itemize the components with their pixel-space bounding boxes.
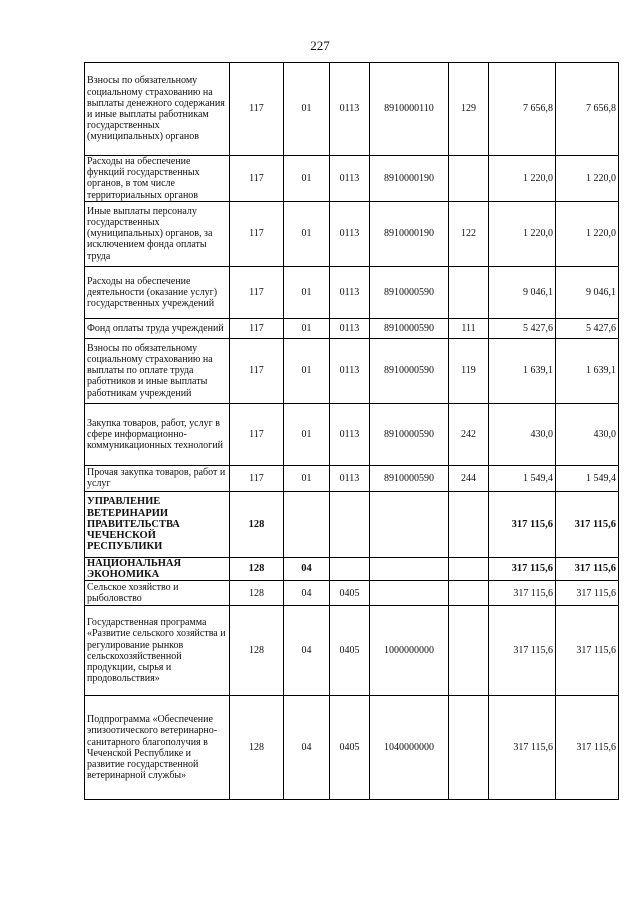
- row-name: Взносы по обязательному социальному страхованию на выплаты денежного содержания и иные выплаты работникам государственных (муниципальных) органов: [85, 63, 230, 156]
- cell-rz: 01: [284, 156, 330, 202]
- cell-ved: 117: [230, 63, 284, 156]
- cell-vr: 129: [449, 63, 489, 156]
- cell-pr: 0113: [330, 318, 370, 338]
- cell-sum-2: 317 115,6: [556, 491, 619, 557]
- cell-csr: 8910000590: [370, 338, 449, 403]
- cell-sum-2: 9 046,1: [556, 266, 619, 318]
- row-name: Закупка товаров, работ, услуг в сфере информационно-коммуникационных технологий: [85, 403, 230, 465]
- page-number: 227: [310, 38, 330, 53]
- row-name: Расходы на обеспечение функций государственных органов, в том числе территориальных органов: [85, 156, 230, 202]
- cell-sum-2: 5 427,6: [556, 318, 619, 338]
- table-row: [85, 491, 619, 557]
- cell-rz: 04: [284, 557, 330, 580]
- cell-sum-2: 1 220,0: [556, 156, 619, 202]
- cell-rz: 04: [284, 606, 330, 696]
- table-row: [85, 318, 619, 338]
- cell-sum-1: 317 115,6: [489, 606, 556, 696]
- cell-pr: 0405: [330, 696, 370, 800]
- cell-pr: [330, 557, 370, 580]
- cell-sum-2: 7 656,8: [556, 63, 619, 156]
- cell-ved: 128: [230, 581, 284, 606]
- cell-sum-1: 317 115,6: [489, 491, 556, 557]
- row-name: Прочая закупка товаров, работ и услуг: [85, 465, 230, 491]
- table-row: [85, 63, 619, 156]
- cell-vr: [449, 491, 489, 557]
- cell-ved: 128: [230, 606, 284, 696]
- cell-ved: 117: [230, 266, 284, 318]
- cell-vr: 242: [449, 403, 489, 465]
- cell-vr: 111: [449, 318, 489, 338]
- cell-sum-1: 317 115,6: [489, 557, 556, 580]
- cell-csr: 8910000190: [370, 156, 449, 202]
- cell-sum-2: 317 115,6: [556, 696, 619, 800]
- cell-vr: 244: [449, 465, 489, 491]
- cell-ved: 117: [230, 403, 284, 465]
- cell-sum-1: 430,0: [489, 403, 556, 465]
- cell-csr: 1000000000: [370, 606, 449, 696]
- cell-sum-1: 1 220,0: [489, 156, 556, 202]
- cell-csr: 8910000190: [370, 201, 449, 266]
- table-row: [85, 606, 619, 696]
- cell-ved: 128: [230, 557, 284, 580]
- cell-pr: 0405: [330, 606, 370, 696]
- table-row: [85, 557, 619, 580]
- cell-csr: 8910000590: [370, 465, 449, 491]
- cell-ved: 128: [230, 696, 284, 800]
- cell-csr: 1040000000: [370, 696, 449, 800]
- table-row: [85, 266, 619, 318]
- row-name: Подпрограмма «Обеспечение эпизоотического ветеринарно-санитарного благополучия в Чеченской Республике и развитие государственной ветеринарной службы»: [85, 696, 230, 800]
- cell-pr: 0113: [330, 201, 370, 266]
- row-name: Сельское хозяйство и рыболовство: [85, 581, 230, 606]
- cell-sum-1: 7 656,8: [489, 63, 556, 156]
- table-row: [85, 156, 619, 202]
- cell-vr: [449, 266, 489, 318]
- cell-sum-2: 317 115,6: [556, 581, 619, 606]
- cell-sum-2: 317 115,6: [556, 606, 619, 696]
- cell-ved: 117: [230, 338, 284, 403]
- cell-vr: [449, 581, 489, 606]
- cell-csr: 8910000590: [370, 403, 449, 465]
- row-name: Государственная программа «Развитие сельского хозяйства и регулирование рынков сельскохозяйственной продукции, сырья и продовольствия»: [85, 606, 230, 696]
- cell-sum-2: 317 115,6: [556, 557, 619, 580]
- cell-rz: 01: [284, 63, 330, 156]
- cell-csr: [370, 581, 449, 606]
- cell-pr: 0113: [330, 403, 370, 465]
- cell-rz: 04: [284, 696, 330, 800]
- cell-pr: [330, 491, 370, 557]
- cell-rz: 01: [284, 465, 330, 491]
- cell-pr: 0405: [330, 581, 370, 606]
- cell-vr: [449, 696, 489, 800]
- cell-sum-1: 317 115,6: [489, 581, 556, 606]
- cell-rz: 01: [284, 318, 330, 338]
- cell-sum-2: 1 220,0: [556, 201, 619, 266]
- cell-sum-2: 430,0: [556, 403, 619, 465]
- cell-pr: 0113: [330, 465, 370, 491]
- cell-rz: 01: [284, 338, 330, 403]
- row-name: Фонд оплаты труда учреждений: [85, 318, 230, 338]
- cell-ved: 117: [230, 465, 284, 491]
- cell-ved: 117: [230, 201, 284, 266]
- cell-sum-1: 1 639,1: [489, 338, 556, 403]
- cell-pr: 0113: [330, 63, 370, 156]
- cell-pr: 0113: [330, 156, 370, 202]
- cell-vr: [449, 606, 489, 696]
- cell-csr: 8910000110: [370, 63, 449, 156]
- cell-csr: 8910000590: [370, 266, 449, 318]
- row-name: Иные выплаты персоналу государственных (муниципальных) органов, за исключением фонда оплаты труда: [85, 201, 230, 266]
- table-row: [85, 338, 619, 403]
- table-row: [85, 465, 619, 491]
- cell-vr: [449, 557, 489, 580]
- cell-sum-1: 5 427,6: [489, 318, 556, 338]
- cell-csr: [370, 557, 449, 580]
- row-name: Взносы по обязательному социальному страхованию на выплаты по оплате труда работников и иные выплаты работникам учреждений: [85, 338, 230, 403]
- cell-rz: 01: [284, 266, 330, 318]
- cell-sum-1: 9 046,1: [489, 266, 556, 318]
- cell-rz: 04: [284, 581, 330, 606]
- cell-csr: 8910000590: [370, 318, 449, 338]
- row-name: УПРАВЛЕНИЕ ВЕТЕРИНАРИИ ПРАВИТЕЛЬСТВА ЧЕЧЕНСКОЙ РЕСПУБЛИКИ: [85, 491, 230, 557]
- budget-table: [84, 62, 619, 800]
- cell-rz: [284, 491, 330, 557]
- row-name: Расходы на обеспечение деятельности (оказание услуг) государственных учреждений: [85, 266, 230, 318]
- table-row: [85, 696, 619, 800]
- cell-sum-1: 1 549,4: [489, 465, 556, 491]
- cell-sum-2: 1 639,1: [556, 338, 619, 403]
- cell-csr: [370, 491, 449, 557]
- cell-sum-1: 317 115,6: [489, 696, 556, 800]
- cell-vr: 122: [449, 201, 489, 266]
- table-row: [85, 201, 619, 266]
- cell-vr: [449, 156, 489, 202]
- table-row: [85, 403, 619, 465]
- cell-pr: 0113: [330, 338, 370, 403]
- cell-ved: 117: [230, 156, 284, 202]
- cell-vr: 119: [449, 338, 489, 403]
- table-row: [85, 581, 619, 606]
- cell-sum-1: 1 220,0: [489, 201, 556, 266]
- cell-ved: 117: [230, 318, 284, 338]
- cell-pr: 0113: [330, 266, 370, 318]
- cell-rz: 01: [284, 403, 330, 465]
- cell-sum-2: 1 549,4: [556, 465, 619, 491]
- cell-rz: 01: [284, 201, 330, 266]
- cell-ved: 128: [230, 491, 284, 557]
- row-name: НАЦИОНАЛЬНАЯ ЭКОНОМИКА: [85, 557, 230, 580]
